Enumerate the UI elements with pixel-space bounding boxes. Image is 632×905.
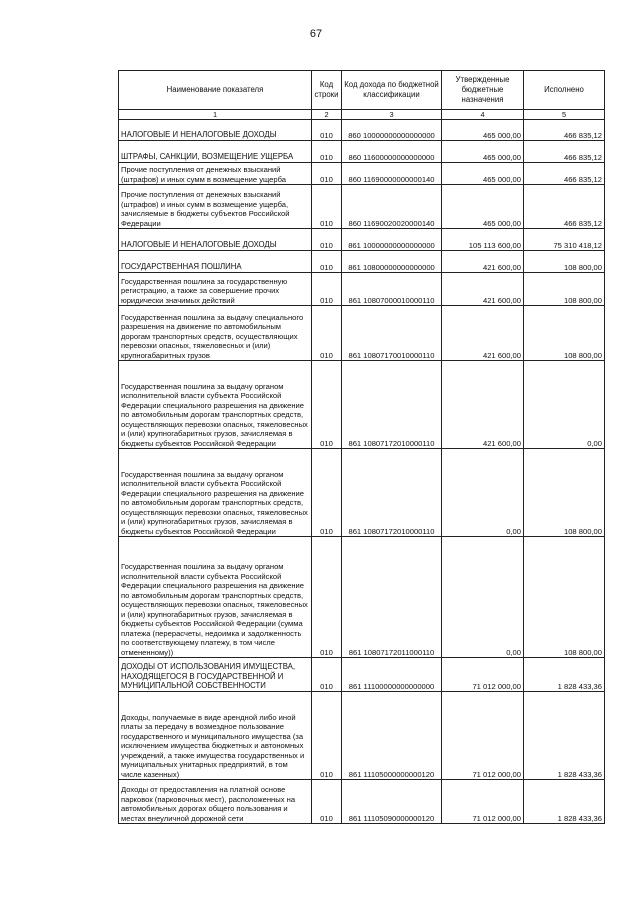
line-code: 010 [312, 361, 342, 449]
approved-amount: 71 012 000,00 [442, 780, 524, 824]
line-code: 010 [312, 141, 342, 163]
approved-amount: 465 000,00 [442, 120, 524, 141]
line-code: 010 [312, 273, 342, 306]
column-number: 3 [342, 110, 442, 120]
indicator-name: ШТРАФЫ, САНКЦИИ, ВОЗМЕЩЕНИЕ УЩЕРБА [119, 141, 312, 163]
executed-amount: 108 800,00 [524, 273, 605, 306]
revenue-code: 861 10807172010000110 [342, 361, 442, 449]
column-number: 5 [524, 110, 605, 120]
approved-amount: 421 600,00 [442, 251, 524, 273]
executed-amount: 108 800,00 [524, 306, 605, 361]
table-row [119, 658, 605, 692]
indicator-name: Прочие поступления от денежных взысканий (штрафов) и иных сумм в возмещение ущерба, зачисляемые в бюджеты субъектов Российской Федерации [119, 185, 312, 229]
approved-amount: 71 012 000,00 [442, 658, 524, 692]
executed-amount: 0,00 [524, 361, 605, 449]
approved-amount: 421 600,00 [442, 273, 524, 306]
revenue-code: 860 11600000000000000 [342, 141, 442, 163]
table-header-row [119, 71, 605, 110]
header-revenue-code: Код дохода по бюджетной классификации [342, 71, 442, 110]
line-code: 010 [312, 658, 342, 692]
header-indicator-name: Наименование показателя [119, 71, 312, 110]
executed-amount: 1 828 433,36 [524, 692, 605, 780]
page-number: 67 [309, 28, 323, 40]
revenue-code: 860 11690020020000140 [342, 185, 442, 229]
column-number-row [119, 110, 605, 120]
revenue-code: 861 10000000000000000 [342, 229, 442, 251]
revenue-code: 861 10807172011000110 [342, 537, 442, 658]
revenue-code: 861 11105090000000120 [342, 780, 442, 824]
indicator-name: Доходы, получаемые в виде арендной либо иной платы за передачу в возмездное пользование государственного и муниципального имущества (за исключением имущества бюджетных и автономных учреждений, а также имущества государственных и муниципальных унитарных предприятий, в том числе казенных) [119, 692, 312, 780]
executed-amount: 1 828 433,36 [524, 780, 605, 824]
table-row [119, 361, 605, 449]
line-code: 010 [312, 537, 342, 658]
indicator-name: Доходы от предоставления на платной основе парковок (парковочных мест), расположенных на автомобильных дорогах общего пользования и местах внеуличной дорожной сети [119, 780, 312, 824]
revenue-code: 861 10807000010000110 [342, 273, 442, 306]
header-approved: Утвержденные бюджетные назначения [442, 71, 524, 110]
indicator-name: НАЛОГОВЫЕ И НЕНАЛОГОВЫЕ ДОХОДЫ [119, 229, 312, 251]
indicator-name: НАЛОГОВЫЕ И НЕНАЛОГОВЫЕ ДОХОДЫ [119, 120, 312, 141]
indicator-name: Государственная пошлина за выдачу специального разрешения на движение по автомобильным дорогам транспортных средств, осуществляющих перевозки опасных, тяжеловесных и (или) крупногабаритных грузов [119, 306, 312, 361]
column-number: 4 [442, 110, 524, 120]
executed-amount: 466 835,12 [524, 185, 605, 229]
indicator-name: Прочие поступления от денежных взысканий (штрафов) и иных сумм в возмещение ущерба [119, 163, 312, 185]
approved-amount: 465 000,00 [442, 185, 524, 229]
column-number: 2 [312, 110, 342, 120]
executed-amount: 108 800,00 [524, 251, 605, 273]
line-code: 010 [312, 163, 342, 185]
table-row [119, 780, 605, 824]
revenue-code: 860 11690000000000140 [342, 163, 442, 185]
indicator-name: Государственная пошлина за государственную регистрацию, а также за совершение прочих юридически значимых действий [119, 273, 312, 306]
table-row [119, 692, 605, 780]
line-code: 010 [312, 306, 342, 361]
line-code: 010 [312, 251, 342, 273]
indicator-name: Государственная пошлина за выдачу органом исполнительной власти субъекта Российской Федерации специального разрешения на движение по автомобильным дорогам транспортных средств, осуществляющих перевозки опасных, тяжеловесных и (или) крупногабаритных грузов, зачисляемая в бюджеты субъектов Российской Федерации [119, 449, 312, 537]
revenue-code: 861 11105000000000120 [342, 692, 442, 780]
table-row [119, 141, 605, 163]
indicator-name: Государственная пошлина за выдачу органом исполнительной власти субъекта Российской Федерации специального разрешения на движение по автомобильным дорогам транспортных средств, осуществляющих перевозки опасных, тяжеловесных и (или) крупногабаритных грузов, зачисляемая в бюджеты субъектов Российской Федерации (сумма платежа (перерасчеты, недоимка и задолженность по соответствующему платежу, в том числе отмененному)) [119, 537, 312, 658]
executed-amount: 466 835,12 [524, 120, 605, 141]
table-row [119, 449, 605, 537]
indicator-name: ГОСУДАРСТВЕННАЯ ПОШЛИНА [119, 251, 312, 273]
revenue-table [118, 70, 605, 824]
line-code: 010 [312, 229, 342, 251]
indicator-name: Государственная пошлина за выдачу органом исполнительной власти субъекта Российской Федерации специального разрешения на движение по автомобильным дорогам транспортных средств, осуществляющих перевозки опасных, тяжеловесных и (или) крупногабаритных грузов, зачисляемая в бюджеты субъектов Российской Федерации [119, 361, 312, 449]
executed-amount: 1 828 433,36 [524, 658, 605, 692]
approved-amount: 421 600,00 [442, 361, 524, 449]
revenue-code: 861 10800000000000000 [342, 251, 442, 273]
executed-amount: 466 835,12 [524, 141, 605, 163]
revenue-code: 861 10807170010000110 [342, 306, 442, 361]
line-code: 010 [312, 120, 342, 141]
line-code: 010 [312, 780, 342, 824]
line-code: 010 [312, 692, 342, 780]
table-row [119, 273, 605, 306]
header-line-code: Код строки [312, 71, 342, 110]
approved-amount: 71 012 000,00 [442, 692, 524, 780]
approved-amount: 421 600,00 [442, 306, 524, 361]
approved-amount: 105 113 600,00 [442, 229, 524, 251]
table-row [119, 251, 605, 273]
approved-amount: 465 000,00 [442, 163, 524, 185]
column-number: 1 [119, 110, 312, 120]
indicator-name: ДОХОДЫ ОТ ИСПОЛЬЗОВАНИЯ ИМУЩЕСТВА, НАХОДЯЩЕГОСЯ В ГОСУДАРСТВЕННОЙ И МУНИЦИПАЛЬНОЙ СОБСТВЕННОСТИ [119, 658, 312, 692]
line-code: 010 [312, 185, 342, 229]
approved-amount: 0,00 [442, 449, 524, 537]
executed-amount: 75 310 418,12 [524, 229, 605, 251]
table-row [119, 120, 605, 141]
executed-amount: 466 835,12 [524, 163, 605, 185]
header-executed: Исполнено [524, 71, 605, 110]
revenue-code: 861 10807172010000110 [342, 449, 442, 537]
approved-amount: 0,00 [442, 537, 524, 658]
revenue-code: 861 11100000000000000 [342, 658, 442, 692]
revenue-code: 860 10000000000000000 [342, 120, 442, 141]
table-row [119, 306, 605, 361]
table-row [119, 229, 605, 251]
table-row [119, 163, 605, 185]
approved-amount: 465 000,00 [442, 141, 524, 163]
executed-amount: 108 800,00 [524, 449, 605, 537]
executed-amount: 108 800,00 [524, 537, 605, 658]
table-row [119, 185, 605, 229]
line-code: 010 [312, 449, 342, 537]
table-row [119, 537, 605, 658]
